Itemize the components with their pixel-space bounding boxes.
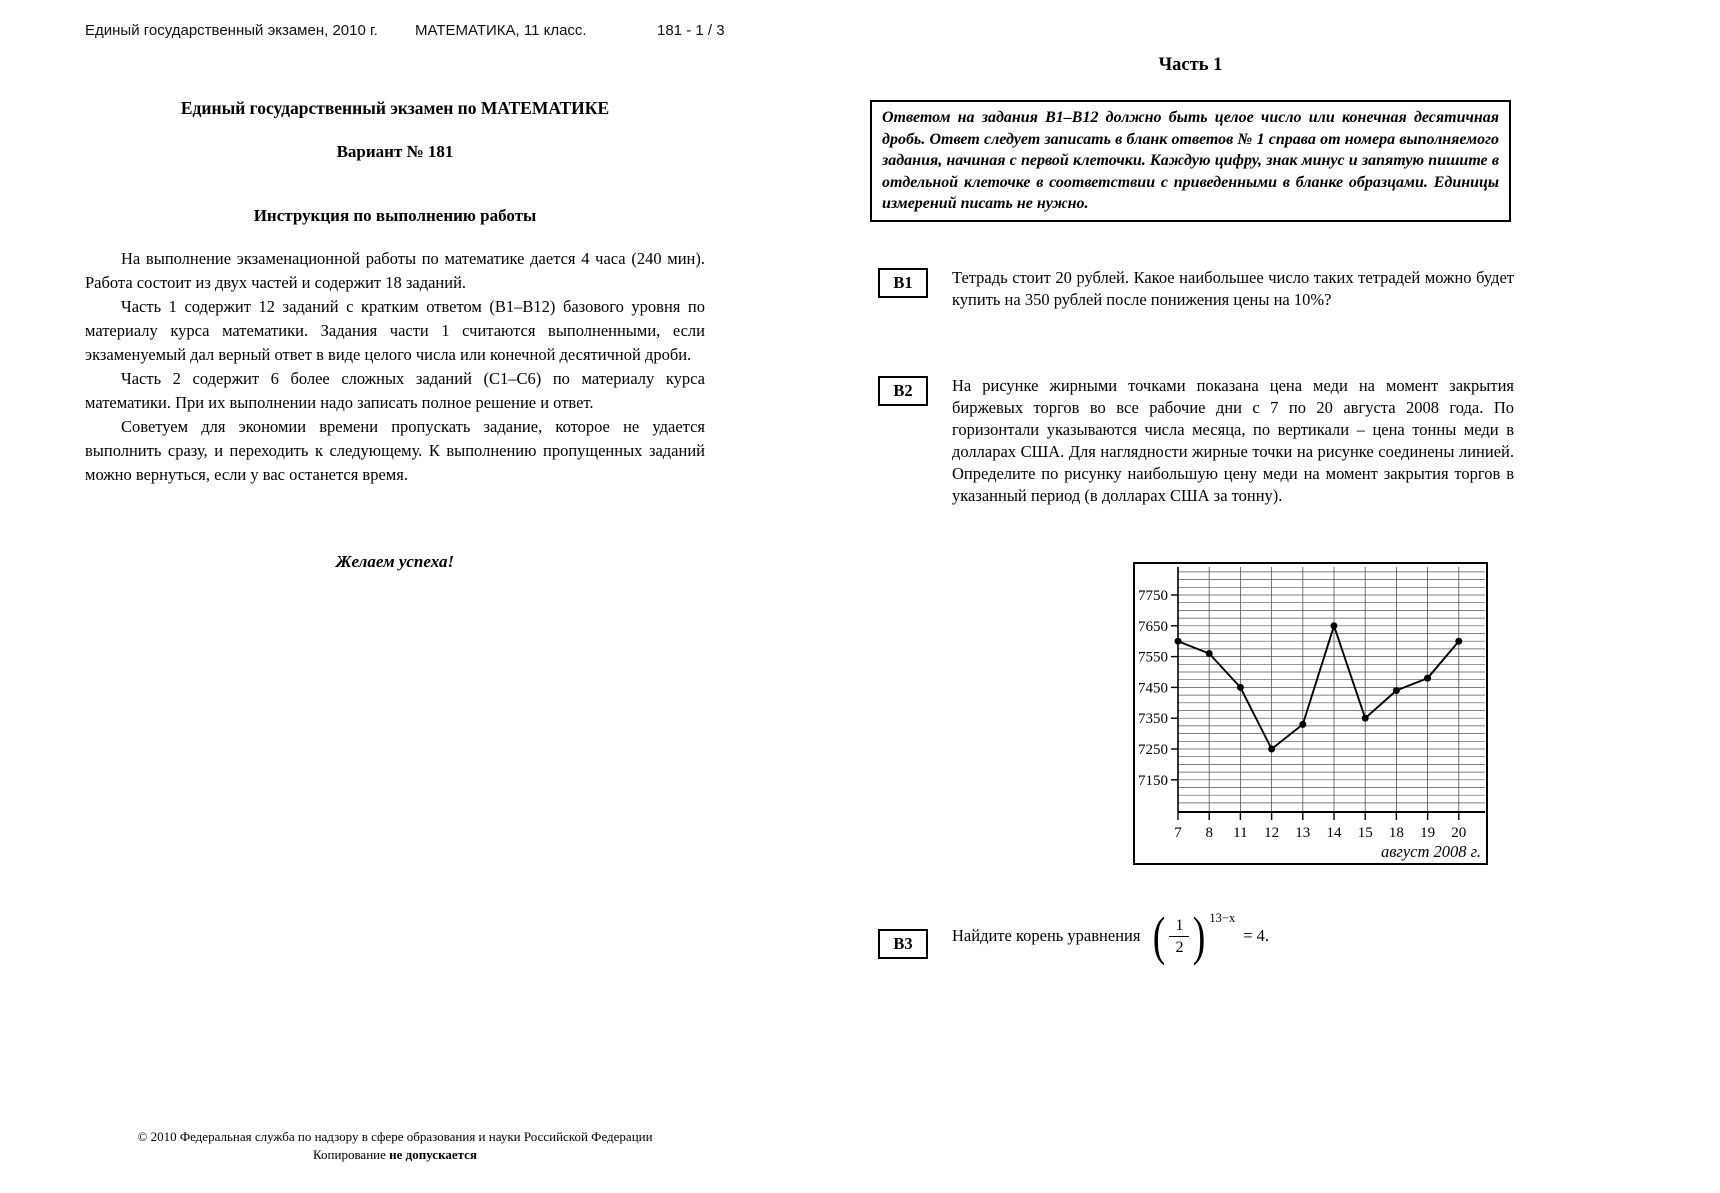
svg-text:7750: 7750 (1138, 588, 1168, 604)
equation-rhs: = 4. (1243, 926, 1270, 945)
fraction (1169, 916, 1189, 957)
svg-text:18: 18 (1388, 825, 1404, 841)
price-chart-svg (1133, 562, 1488, 865)
paragraph: На выполнение экзаменационной работы по математике дается 4 часа (240 мин). Работа состоит из двух частей и содержит 18 заданий. (85, 249, 705, 292)
right-page (868, 55, 1513, 1155)
fraction-denominator: 2 (1175, 938, 1184, 956)
footer-copy-notice: Копирование не допускается (313, 1147, 477, 1162)
exponent: 13−x (1209, 911, 1236, 925)
svg-text:7450: 7450 (1138, 680, 1168, 697)
svg-text:7: 7 (1174, 825, 1182, 841)
svg-text:15: 15 (1357, 825, 1373, 841)
instruction-heading: Инструкция по выполнению работы (253, 206, 537, 225)
page-header (0, 22, 1720, 44)
instruction-paragraphs (85, 247, 705, 487)
svg-text:7550: 7550 (1138, 649, 1168, 666)
svg-text:август 2008 г.: август 2008 г. (1380, 842, 1481, 861)
task-b2 (878, 375, 1514, 507)
price-chart (1133, 562, 1488, 865)
header-subject-label: МАТЕМАТИКА, 11 класс. (415, 22, 587, 39)
svg-text:13: 13 (1295, 825, 1311, 841)
task-b1-text: Тетрадь стоит 20 рублей. Какое наибольшее число таких тетрадей можно будет купить на 350 рублей после понижения цены на 10%? (952, 268, 1514, 309)
svg-text:7150: 7150 (1138, 772, 1168, 789)
right-paren: ) (1193, 906, 1206, 966)
page-footer (85, 1128, 705, 1164)
task-b2-label: В2 (878, 376, 928, 406)
paragraph: Часть 1 содержит 12 заданий с кратким ответом (В1–В12) базового уровня по материалу курса математики. Задания части 1 считаются выполненными, если экзаменуемый дал верный ответ в виде целого числа или конечной десятичной дроби. (85, 297, 705, 364)
svg-text:19: 19 (1420, 825, 1436, 841)
svg-text:8: 8 (1205, 825, 1213, 841)
task-b3 (878, 907, 1514, 965)
svg-text:7350: 7350 (1138, 711, 1168, 728)
task-b3-text (952, 907, 1514, 965)
svg-text:12: 12 (1264, 825, 1280, 841)
good-luck-line: Желаем успеха! (335, 552, 455, 571)
task-b3-label: В3 (878, 929, 928, 959)
task-b1 (878, 267, 1514, 311)
paragraph: Часть 2 содержит 6 более сложных заданий (С1–С6) по материалу курса математики. При их выполнении надо записать полное решение и ответ. (85, 369, 705, 412)
part-1-heading: Часть 1 (1158, 55, 1223, 75)
task-b2-text: На рисунке жирными точками показана цена меди на момент закрытия биржевых торгов во все рабочие дни с 7 по 20 августа 2008 года. По горизонтали указываются числа месяца, по вертикали – цена тонны меди в долларах США. Для наглядности жирные точки на рисунке соединены линией. Определите по рисунку наибольшую цену меди на момент закрытия торгов в указанный период (в долларах США за тонну). (952, 376, 1514, 505)
task-b3-text-before: Найдите корень уравнения (952, 926, 1141, 945)
left-paren: ( (1153, 906, 1166, 966)
footer-copyright: © 2010 Федеральная служба по надзору в сфере образования и науки Российской Федерации (137, 1129, 653, 1144)
svg-text:7650: 7650 (1138, 618, 1168, 635)
svg-text:7250: 7250 (1138, 742, 1168, 758)
fraction-numerator: 1 (1169, 916, 1189, 937)
paragraph: Советуем для экономии времени пропускать задание, которое не удается выполнить сразу, и переходить к следующему. К выполнению пропущенных заданий можно вернуться, если у вас останется время. (85, 417, 705, 484)
svg-text:20: 20 (1451, 825, 1467, 841)
answer-instruction-box: Ответом на задания В1–В12 должно быть целое число или конечная десятичная дробь. Ответ следует записать в бланк ответов № 1 справа от номера выполняемого задания, начиная с первой клеточки. Каждую цифру, знак минус и запятую пишите в отдельной клеточке в соответствии с приведенными в бланке образцами. Единицы измерений писать не нужно. (870, 100, 1511, 222)
task-b1-label: В1 (878, 268, 928, 298)
document-title: Единый государственный экзамен по МАТЕМАТИКЕ (180, 98, 610, 118)
task-b3-formula (1150, 907, 1269, 965)
variant-number: Вариант № 181 (336, 142, 454, 161)
header-page-number: 181 - 1 / 3 (657, 22, 725, 39)
svg-text:14: 14 (1326, 825, 1342, 841)
svg-text:11: 11 (1233, 825, 1248, 841)
header-exam-label: Единый государственный экзамен, 2010 г. (85, 22, 378, 39)
